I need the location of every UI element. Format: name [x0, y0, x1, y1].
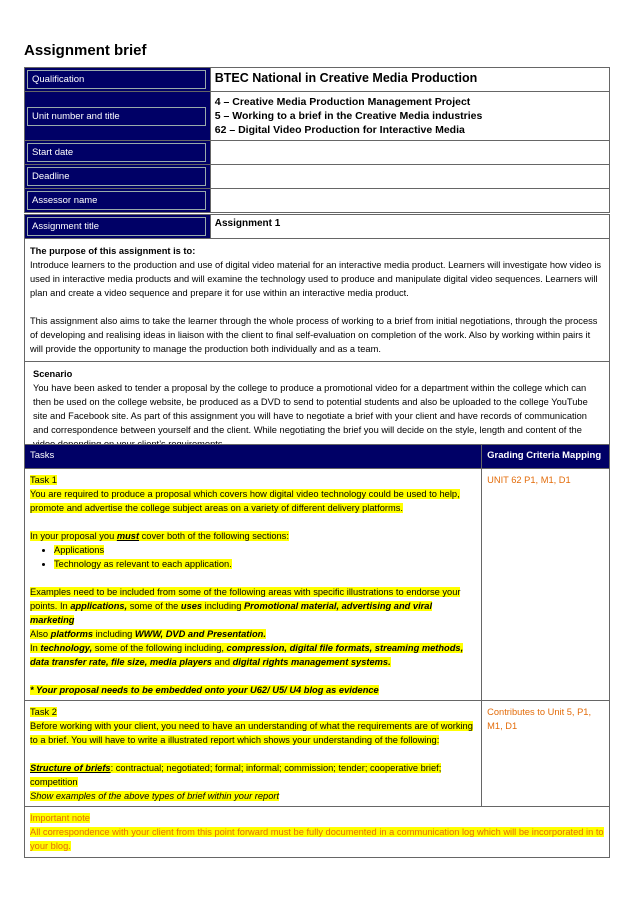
tasks-table: [24, 444, 610, 858]
task2-grading: Contributes to Unit 5, P1, M1, D1: [482, 701, 610, 807]
must-word: must: [116, 531, 140, 541]
start-date-label: Start date: [27, 143, 206, 162]
assessor-label: Assessor name: [27, 191, 206, 210]
task2-structure: Structure of briefs: contractual; negotiated; formal; informal; commission; tender; cooperative brief; competition: [30, 763, 442, 787]
qualification-label: Qualification: [27, 70, 206, 89]
task1-note: * Your proposal needs to be embedded onto your U62/ U5/ U4 blog as evidence: [30, 685, 379, 695]
important-note-title: Important note: [30, 813, 90, 823]
purpose-paragraph: This assignment also aims to take the learner through the whole process of working to a brief from initial negotiations, through the process of developing and realising ideas in liaison with the client to final self-evaluation on completion of the work. Also by working within pairs it will provide the opportunity to manage the production both individually and as a team.: [30, 316, 598, 354]
assignment-title-label: Assignment title: [27, 217, 206, 236]
task1-bullet-list: [30, 543, 476, 571]
tasks-header: Tasks: [25, 445, 482, 469]
task2-title: Task 2: [30, 707, 57, 717]
deadline-value: [210, 165, 609, 189]
unit-line: 5 – Working to a brief in the Creative Media industries: [214, 110, 483, 122]
task1-intro: You are required to produce a proposal which covers how digital video technology could be used to help, promote and advertise the college subject areas on a variety of different delivery platforms.: [30, 489, 460, 513]
important-note: [25, 807, 610, 858]
purpose-heading: The purpose of this assignment is to:: [30, 246, 196, 256]
important-note-text: All correspondence with your client from this point forward must be fully documented in a communication log which will be incorporated in to your blog.: [30, 827, 604, 851]
assignment-title-value: Assignment 1: [210, 215, 609, 239]
purpose-section: [25, 239, 610, 362]
task2-intro: Before working with your client, you need to have an understanding of what the requirements are of working to a brief. You will have to write a illustrated report which shows your understanding of the following:: [30, 721, 473, 745]
task1-must-line: In your proposal you must cover both of the following sections:: [30, 531, 289, 541]
assessor-value: [210, 189, 609, 213]
scenario-section: [25, 362, 610, 457]
list-item: • Applications: [54, 543, 476, 557]
qualification-value: BTEC National in Creative Media Production: [210, 68, 609, 92]
assignment-table: [24, 214, 610, 457]
brief-details-table: [24, 67, 610, 213]
task1-grading: UNIT 62 P1, M1, D1: [482, 469, 610, 701]
task1-cell: [25, 469, 482, 701]
page-title: Assignment brief: [24, 42, 147, 59]
purpose-paragraph: Introduce learners to the production and use of digital video material for an interactive media product. Learners will investigate how video is used in interactive media products and will examine the technology used to produce and manipulate digital video sequences. Learners will plan and create a video sequence and prepare it for use within an interactive media product.: [30, 260, 602, 298]
unit-line: 62 – Digital Video Production for Interactive Media: [214, 124, 465, 136]
unit-line: 4 – Creative Media Production Management Project: [214, 96, 471, 108]
task1-title: Task 1: [30, 475, 57, 485]
scenario-heading: Scenario: [33, 369, 73, 379]
task1-platforms: Also platforms including WWW, DVD and Presentation.: [30, 629, 266, 639]
task2-cell: [25, 701, 482, 807]
unit-label: Unit number and title: [27, 107, 206, 126]
task1-examples: Examples need to be included from some of the following areas with specific illustrations to endorse your points. In applications, some of the uses including Promotional material, advertising and viral marketing: [30, 587, 461, 625]
task2-show-examples: Show examples of the above types of brief within your report: [30, 791, 280, 801]
list-item: • Technology as relevant to each application.: [54, 557, 476, 571]
grading-header: Grading Criteria Mapping: [482, 445, 610, 469]
unit-value: [210, 92, 609, 141]
task1-technology: In technology, some of the following including, compression, digital file formats, streaming methods, data transfer rate, file size, media players and digital rights management systems.: [30, 643, 464, 667]
scenario-text: You have been asked to tender a proposal by the college to produce a promotional video for a department within the college which can then be used on the college website, be produced as a DVD to send to potential students and also be uploaded to the college YouTube site and Facebook site. As part of this assignment you will have to negotiate a brief with your client and have records of communication and correspondence between yourself and the client. While negotiating the brief you will decide on the style, length and content of the: [33, 383, 588, 435]
start-date-value: [210, 141, 609, 165]
deadline-label: Deadline: [27, 167, 206, 186]
